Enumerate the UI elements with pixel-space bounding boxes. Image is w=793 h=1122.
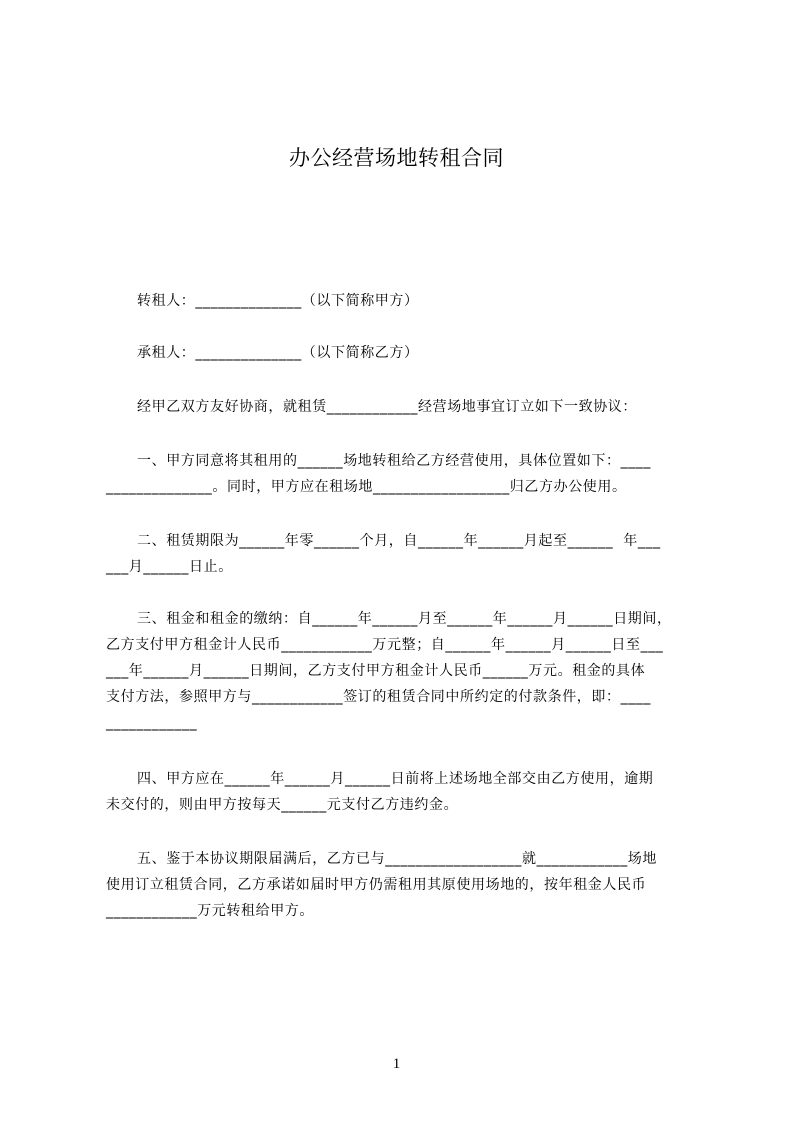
lessee-text: 承租人：______________（以下简称乙方） <box>137 345 419 361</box>
clause-5-line-2: 使用订立租赁合同，乙方承诺如届时甲方仍需租用其原使用场地的，按年租金人民币 <box>106 877 647 893</box>
clause-3-line-4: 支付方法，参照甲方与____________签订的租赁合同中所约定的付款条件，即：____ <box>106 689 651 705</box>
preamble-text: 经甲乙双方友好协商，就租赁____________经营场地事宜订立如下一致协议： <box>137 399 637 415</box>
lessee-line <box>106 340 706 366</box>
clause-4-line-2: 未交付的，则由甲方按每天______元支付乙方违约金。 <box>106 797 459 813</box>
document-title: 办公经营场地转租合同 <box>289 146 504 170</box>
clause-5-line-1: 五、鉴于本协议期限届满后，乙方已与__________________就____________场地 <box>137 851 657 867</box>
clause-4-line-1: 四、甲方应在______年______月______日前将上述场地全部交由乙方使用，逾期 <box>137 771 654 787</box>
clause-3-line-2: 乙方支付甲方租金计人民币____________万元整；自______年______月______日至___ <box>106 637 664 653</box>
clause-5-paragraph <box>106 846 706 924</box>
clause-2-line-1: 二、租赁期限为______年零______个月，自______年______月起至______ 年___ <box>137 533 661 549</box>
clause-2-line-2: ___月______日止。 <box>106 559 233 575</box>
clause-3-line-5: ____________ <box>106 715 198 731</box>
page-number: 1 <box>392 1056 401 1072</box>
clause-3-line-1: 三、租金和租金的缴纳：自______年______月至______年______月______日期间， <box>137 611 672 627</box>
clause-1-paragraph <box>106 448 706 500</box>
clause-4-paragraph <box>106 766 706 818</box>
clause-5-line-3: ____________万元转租给甲方。 <box>106 903 314 919</box>
clause-3-paragraph <box>106 606 706 736</box>
lessor-text: 转租人：______________（以下简称甲方） <box>137 293 419 309</box>
preamble-paragraph <box>106 394 706 420</box>
clause-1-line-1: 一、甲方同意将其租用的______场地转租给乙方经营使用，具体位置如下：____ <box>137 453 651 469</box>
lessor-line <box>106 288 706 314</box>
clause-2-paragraph <box>106 528 706 580</box>
clause-3-line-3: ___年______月______日期间，乙方支付甲方租金计人民币______万元。租金的具体 <box>106 663 646 679</box>
clause-1-line-2: ______________。同时，甲方应在租场地__________________归乙方办公使用。 <box>106 479 627 495</box>
